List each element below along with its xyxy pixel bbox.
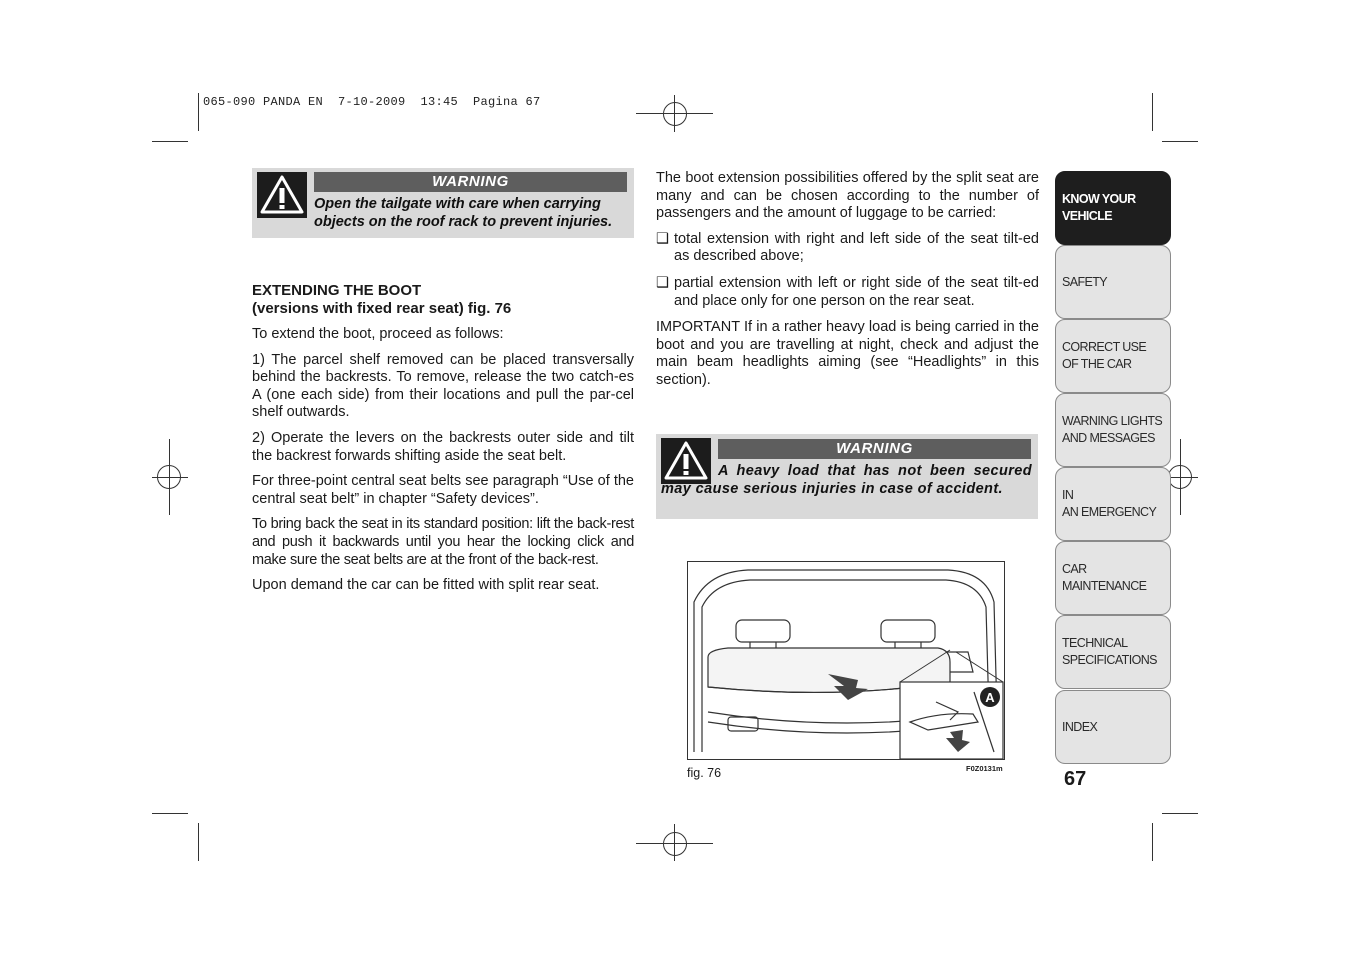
boot-drawing bbox=[688, 562, 1004, 759]
important-note: IMPORTANT If in a rather heavy load is being carried in the boot and you are travelling at night, check and adjust the main beam headlights aiming (see “Headlights” in this section). bbox=[656, 319, 1039, 388]
right-column bbox=[656, 170, 1039, 398]
paragraph: 2) Operate the levers on the backrests outer side and tilt the backrest forwards shifting aside the seat belt. bbox=[252, 429, 634, 464]
warning-title: WARNING bbox=[314, 172, 627, 192]
tab-correct-use[interactable]: CORRECT USE OF THE CAR bbox=[1055, 319, 1171, 393]
tab-technical-specifications[interactable]: TECHNICAL SPECIFICATIONS bbox=[1055, 615, 1171, 689]
tab-safety[interactable]: SAFETY bbox=[1055, 245, 1171, 319]
boot-illustration bbox=[687, 561, 1005, 760]
bullet-item bbox=[656, 231, 1039, 266]
heading-line-1: EXTENDING THE BOOT bbox=[252, 282, 422, 299]
bullet-text: partial extension with left or right side of the seat tilt-ed and place only for one person on the rear seat. bbox=[674, 274, 1039, 309]
figure-caption: fig. 76 bbox=[687, 766, 722, 780]
callout-label-a: A bbox=[985, 690, 995, 705]
warning-title: WARNING bbox=[718, 439, 1031, 459]
paragraph: Upon demand the car can be fitted with split rear seat. bbox=[252, 577, 600, 594]
heading-line-2: (versions with fixed rear seat) fig. 76 bbox=[252, 300, 512, 317]
paragraph: To bring back the seat in its standard position: lift the back-rest and push it backwards until you hear the locking click and make sure the seat belts are at the front of the back-rest. bbox=[252, 516, 634, 568]
warning-box-tailgate bbox=[252, 168, 634, 238]
checkbox-bullet-icon: ❑ bbox=[656, 274, 669, 291]
warning-triangle-icon bbox=[257, 172, 307, 218]
warning-text: A heavy load that has not been secured may cause serious injuries in case of accident. bbox=[661, 463, 1032, 497]
tab-warning-lights[interactable]: WARNING LIGHTS AND MESSAGES bbox=[1055, 393, 1171, 467]
paragraph: 1) The parcel shelf removed can be placed transversally behind the backrests. To remove, release the two catch-es A (one each side) from their locations and pull the par-cel shelf outwards. bbox=[252, 351, 634, 421]
figure-code: F0Z0131m bbox=[966, 764, 1003, 773]
tab-index[interactable]: INDEX bbox=[1055, 690, 1171, 764]
tab-know-your-vehicle[interactable]: KNOW YOUR VEHICLE bbox=[1055, 171, 1171, 245]
paragraph: To extend the boot, proceed as follows: bbox=[252, 326, 504, 342]
tab-car-maintenance[interactable]: CAR MAINTENANCE bbox=[1055, 541, 1171, 615]
bullet-item bbox=[656, 275, 1039, 310]
print-header: 065-090 PANDA EN 7-10-2009 13:45 Pagina 67 bbox=[203, 95, 541, 109]
checkbox-bullet-icon: ❑ bbox=[656, 230, 669, 247]
paragraph: For three-point central seat belts see paragraph “Use of the central seat belt” in chapter “Safety devices”. bbox=[252, 473, 634, 507]
warning-box-heavy-load bbox=[656, 434, 1038, 519]
section-heading bbox=[252, 282, 634, 318]
left-column bbox=[252, 282, 634, 603]
intro-paragraph: The boot extension possibilities offered by the split seat are many and can be chosen according to the number of passengers and the amount of luggage to be carried: bbox=[656, 170, 1039, 222]
warning-text: Open the tailgate with care when carrying objects on the roof rack to prevent injuries. bbox=[314, 196, 613, 230]
page-number: 67 bbox=[1064, 768, 1087, 790]
bullet-text: total extension with right and left side of the seat tilt-ed as described above; bbox=[674, 230, 1039, 265]
tab-in-an-emergency[interactable]: IN AN EMERGENCY bbox=[1055, 467, 1171, 541]
